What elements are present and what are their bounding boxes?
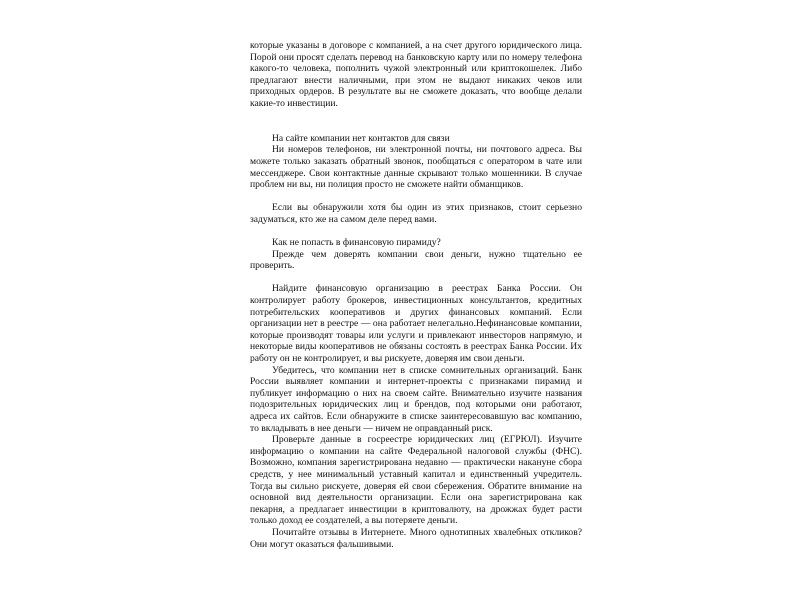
spacer: [250, 191, 582, 203]
paragraph-payment-details: которые указаны в договоре с компанией, а на счет другого юридического лица. Порой они просят сделать перевод на банковскую карту или по номеру телефона какого-то человека, пополнить чужой электронный или криптокошелек. Либо предлагают внести наличными, при этом не выдают никаких чеков или приходных ордеров. В результате вы не сможете доказать, что вообще делали какие-то инвестиции.: [250, 40, 582, 109]
paragraph-suspicious-list: Убедитесь, что компании нет в списке сомнительных организаций. Банк России выявляет компании и интернет-проекты с признаками пирамид и публикует информацию о них на своем сайте. Внимательно изучите названия подозрительных юридических лиц и брендов, под которыми они работают, адреса их сайтов. Если обнаружите в списке заинтересовавшую вас компанию, то вкладывать в нее деньги — ничем не оправданный риск.: [250, 364, 582, 434]
spacer: [250, 121, 582, 133]
paragraph-no-contacts: Ни номеров телефонов, ни электронной почты, ни почтового адреса. Вы можете только заказать обратный звонок, пообщаться с оператором в чате или мессенджере. Свои контактные данные скрывают только мошенники. В случае проблем ни вы, ни полиция просто не сможете найти обманщиков.: [250, 144, 582, 191]
spacer: [250, 110, 582, 122]
paragraph-state-registry: Проверьте данные в госреестре юридических лиц (ЕГРЮЛ). Изучите информацию о компании на сайте Федеральной налоговой службы (ФНС). Возможно, компания зарегистрирована недавно — практически накануне сбора средств, у нее минимальный уставный капитал и единственный учредитель. Тогда вы сильно рискуете, доверяя ей свои сбережения. Обратите внимание на основной вид деятельности организации. Если она зарегистрирована как пекарня, а предлагает инвестиции в криптовалюту, на дрожжах будет расти только доход ее создателей, а вы потеряете деньги.: [250, 434, 582, 527]
spacer: [250, 272, 582, 284]
heading-no-contacts: На сайте компании нет контактов для связи: [272, 132, 450, 144]
paragraph-warning-signs: Если вы обнаружили хотя бы один из этих признаков, стоит серьезно задуматься, кто же на самом деле перед вами.: [250, 202, 582, 225]
heading-avoid-pyramid: Как не попасть в финансовую пирамиду?: [272, 237, 441, 249]
paragraph-bank-registry: Найдите финансовую организацию в реестрах Банка России. Он контролирует работу брокеров, инвестиционных консультантов, кредитных потребительских кооперативов и других финансовых компаний. Если организации нет в реестре — она работает нелегально.Нефинансовые компании, которые производят товары или услуги и привлекают инвесторов напрямую, и некоторые виды кооперативов не обязаны состоять в реестрах Банка России. Их работу он не контролирует, и вы рискуете, доверяя им свои деньги.: [250, 283, 582, 365]
paragraph-reviews: Почитайте отзывы в Интернете. Много однотипных хвалебных откликов? Они могут оказаться фальшивыми.: [250, 526, 582, 550]
paragraph-check-company: Прежде чем доверять компании свои деньги, нужно тщательно ее проверить.: [250, 248, 582, 272]
spacer: [250, 226, 582, 238]
document-page: [250, 40, 582, 550]
